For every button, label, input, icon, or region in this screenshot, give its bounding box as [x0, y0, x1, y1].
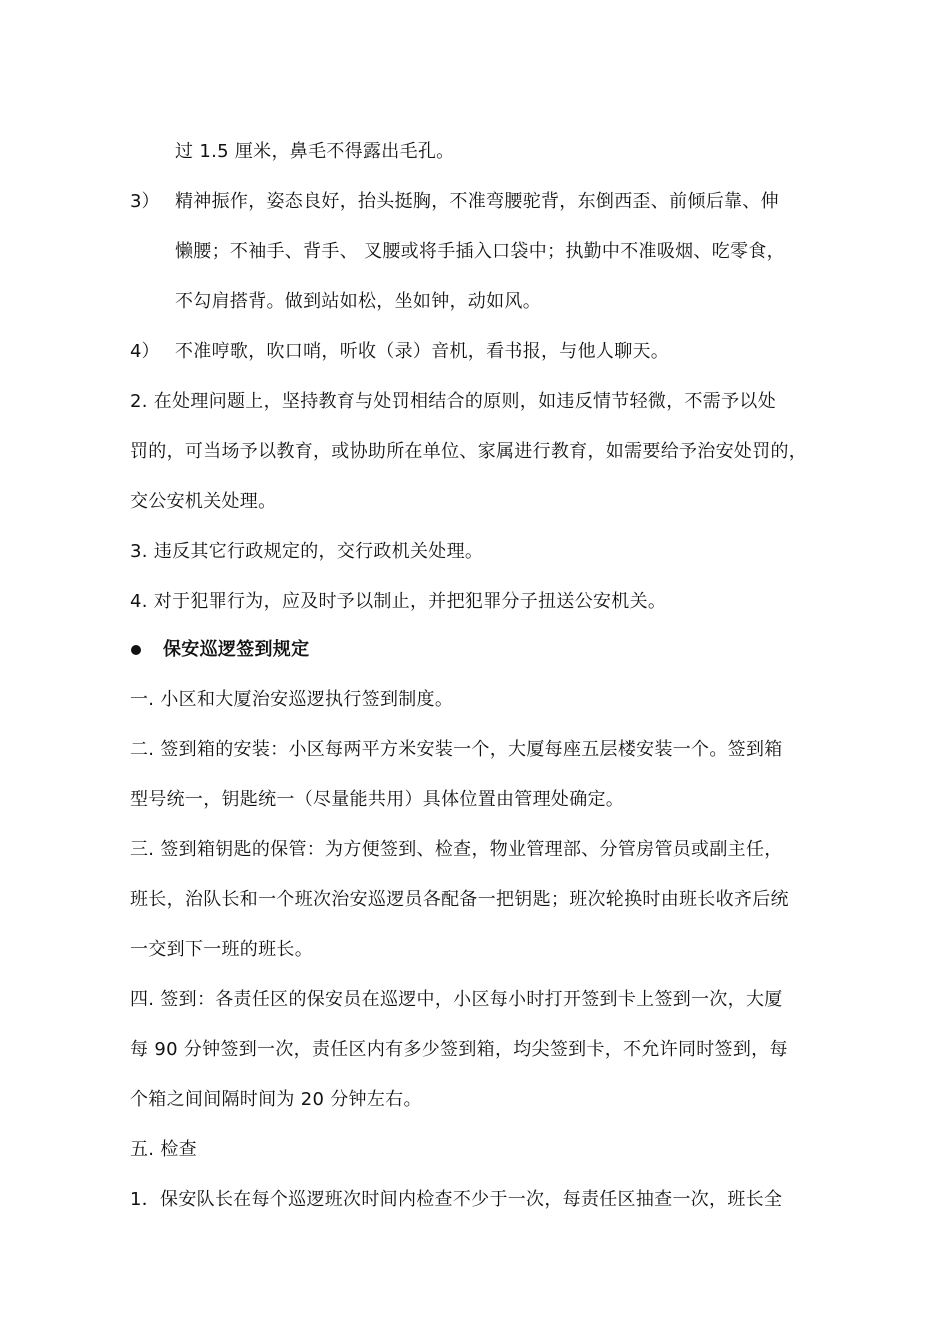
bullet-icon — [131, 645, 141, 655]
text-line: 不准哼歌，吹口哨，听收（录）音机，看书报，与他人聊天。 — [175, 341, 670, 362]
text-line: 个箱之间间隔时间为 20 分钟左右。 — [130, 1089, 422, 1110]
text-line: 五. 检查 — [130, 1139, 197, 1160]
list-number: 4） — [130, 341, 160, 362]
text-line: 一. 小区和大厦治安巡逻执行签到制度。 — [130, 689, 454, 710]
text-line: 精神振作，姿态良好，抬头挺胸，不准弯腰驼背，东倒西歪、前倾后靠、伸 — [175, 191, 779, 212]
text-line: 不勾肩搭背。做到站如松，坐如钟，动如风。 — [175, 291, 541, 312]
text-line: 三. 签到箱钥匙的保管：为方便签到、检查，物业管理部、分管房管员或副主任， — [130, 839, 783, 860]
text-line: 罚的，可当场予以教育，或协助所在单位、家属进行教育，如需要给予治安处罚的， — [130, 441, 808, 462]
text-line: 3. 违反其它行政规定的，交行政机关处理。 — [130, 541, 484, 562]
text-line: 四. 签到：各责任区的保安员在巡逻中，小区每小时打开签到卡上签到一次，大厦 — [130, 989, 783, 1010]
text-line: 交公安机关处理。 — [130, 491, 277, 512]
text-line: 班长，治队长和一个班次治安巡逻员各配备一把钥匙；班次轮换时由班长收齐后统 — [130, 889, 789, 910]
text-line: 2. 在处理问题上，坚持教育与处罚相结合的原则，如违反情节轻微，不需予以处 — [130, 391, 776, 412]
text-line: 二. 签到箱的安装：小区每两平方米安装一个，大厦每座五层楼安装一个。签到箱 — [130, 739, 783, 760]
text-line: 一交到下一班的班长。 — [130, 939, 313, 960]
text-line: 过 1.5 厘米，鼻毛不得露出毛孔。 — [175, 141, 455, 162]
text-line: 1．保安队长在每个巡逻班次时间内检查不少于一次，每责任区抽查一次，班长全 — [130, 1189, 783, 1210]
list-number: 3） — [130, 191, 160, 212]
text-line: 懒腰；不袖手、背手、 叉腰或将手插入口袋中；执勤中不准吸烟、吃零食， — [175, 241, 785, 262]
section-heading: 保安巡逻签到规定 — [163, 639, 310, 660]
text-line: 每 90 分钟签到一次，责任区内有多少签到箱，均尖签到卡，不允许同时签到，每 — [130, 1039, 788, 1060]
text-line: 型号统一，钥匙统一（尽量能共用）具体位置由管理处确定。 — [130, 789, 625, 810]
text-line: 4. 对于犯罪行为，应及时予以制止，并把犯罪分子扭送公安机关。 — [130, 591, 667, 612]
